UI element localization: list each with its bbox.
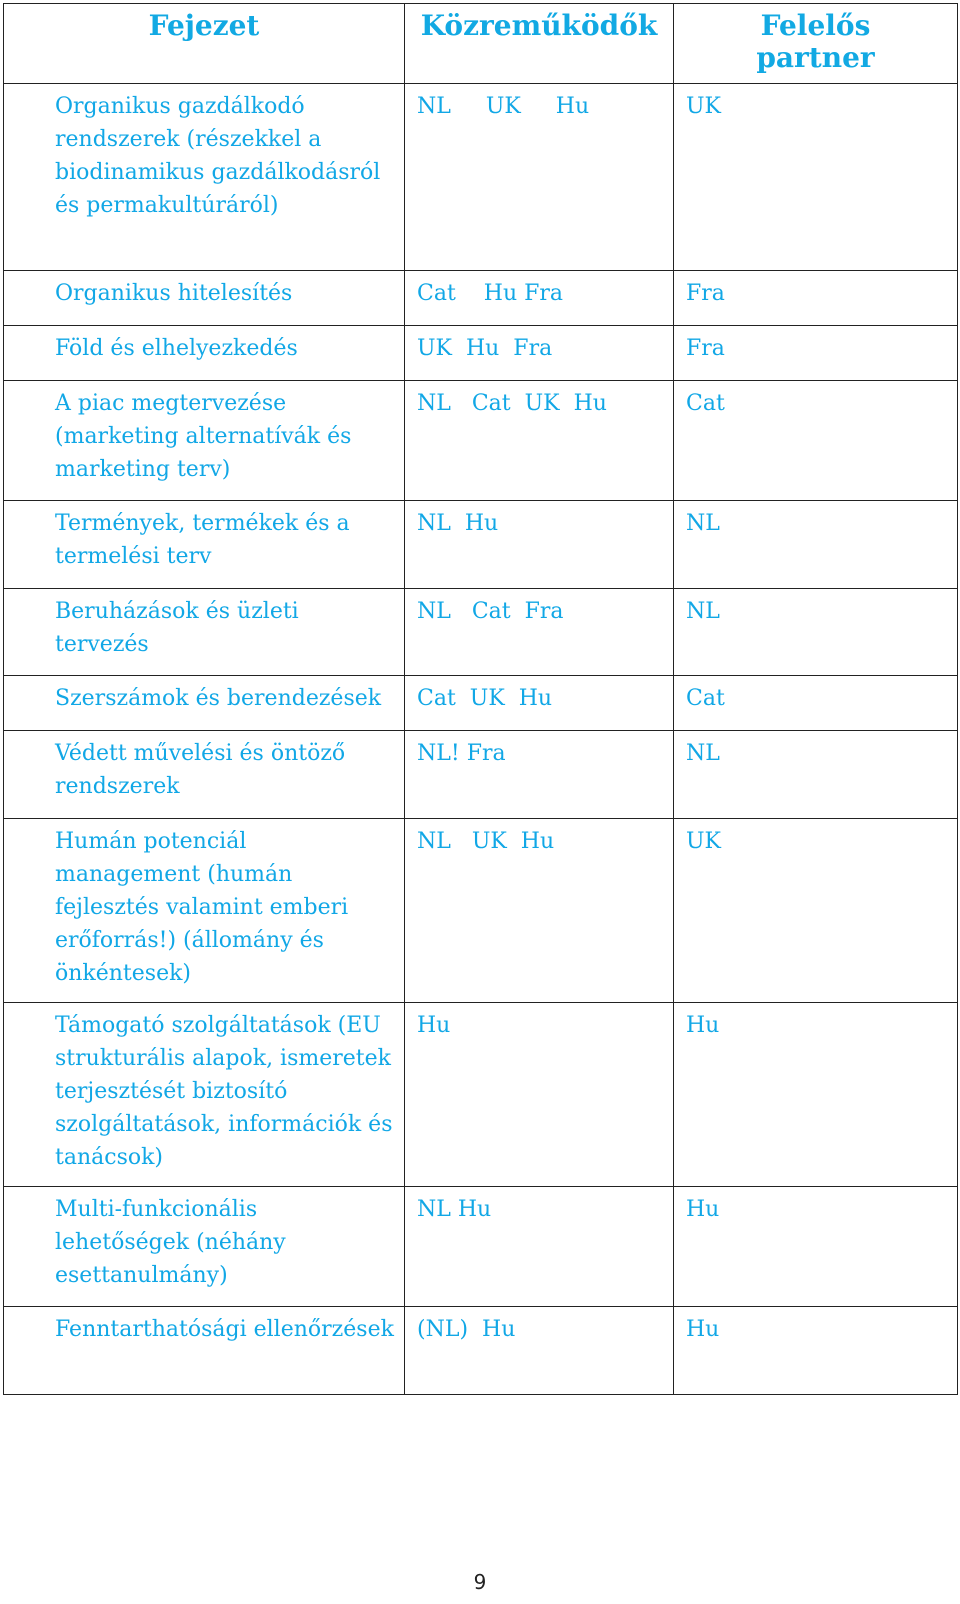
responsible-cell: NL [674, 589, 958, 676]
table-row [4, 84, 958, 271]
chapter-cell: Föld és elhelyezkedés [4, 326, 405, 381]
table-row [4, 326, 958, 381]
table-row [4, 589, 958, 676]
responsible-cell: NL [674, 731, 958, 819]
contributors-cell: NL Cat Fra [405, 589, 674, 676]
responsible-cell: Fra [674, 271, 958, 326]
responsible-cell: UK [674, 819, 958, 1003]
responsible-cell: Hu [674, 1187, 958, 1307]
contributors-cell: NL Cat UK Hu [405, 381, 674, 501]
table-row [4, 1187, 958, 1307]
chapter-cell: Organikus gazdálkodó rendszerek (részekkel a biodinamikus gazdálkodásról és permakultúráról) [4, 84, 405, 271]
table-row [4, 381, 958, 501]
contributors-cell: Hu [405, 1003, 674, 1187]
responsible-cell: Cat [674, 676, 958, 731]
header-chapter: Fejezet [4, 4, 405, 84]
contributors-cell: NL Hu [405, 501, 674, 589]
contributors-cell: NL UK Hu [405, 84, 674, 271]
contributors-cell: (NL) Hu [405, 1307, 674, 1395]
chapter-cell: Támogató szolgáltatások (EU strukturális alapok, ismeretek terjesztését biztosító szolgáltatások, információk és tanácsok) [4, 1003, 405, 1187]
chapter-cell: Termények, termékek és a termelési terv [4, 501, 405, 589]
responsible-cell: Fra [674, 326, 958, 381]
responsible-cell: Hu [674, 1307, 958, 1395]
responsible-cell: UK [674, 84, 958, 271]
table-row [4, 676, 958, 731]
table-row [4, 271, 958, 326]
responsible-cell: Cat [674, 381, 958, 501]
page-number: 9 [473, 1570, 487, 1594]
header-contributors: Közreműködők [405, 4, 674, 84]
table-row [4, 1003, 958, 1187]
contributors-cell: Cat UK Hu [405, 676, 674, 731]
contributors-cell: UK Hu Fra [405, 326, 674, 381]
table-row [4, 1307, 958, 1395]
chapter-cell: Organikus hitelesítés [4, 271, 405, 326]
responsible-cell: NL [674, 501, 958, 589]
table-row [4, 501, 958, 589]
chapter-cell: Humán potenciál management (humán fejlesztés valamint emberi erőforrás!) (állomány és önkéntesek) [4, 819, 405, 1003]
chapter-cell: Szerszámok és berendezések [4, 676, 405, 731]
chapter-cell: Fenntarthatósági ellenőrzések [4, 1307, 405, 1395]
table-row [4, 819, 958, 1003]
chapter-cell: A piac megtervezése (marketing alternatívák és marketing terv) [4, 381, 405, 501]
table-header-row [4, 4, 958, 84]
contributors-cell: Cat Hu Fra [405, 271, 674, 326]
chapter-cell: Multi-funkcionális lehetőségek (néhány esettanulmány) [4, 1187, 405, 1307]
contributors-cell: NL UK Hu [405, 819, 674, 1003]
responsible-cell: Hu [674, 1003, 958, 1187]
table-row [4, 731, 958, 819]
chapter-cell: Beruházások és üzleti tervezés [4, 589, 405, 676]
chapters-table [3, 3, 958, 1395]
header-responsible-partner: Felelős partner [674, 4, 958, 84]
contributors-cell: NL Hu [405, 1187, 674, 1307]
chapter-cell: Védett művelési és öntöző rendszerek [4, 731, 405, 819]
contributors-cell: NL! Fra [405, 731, 674, 819]
